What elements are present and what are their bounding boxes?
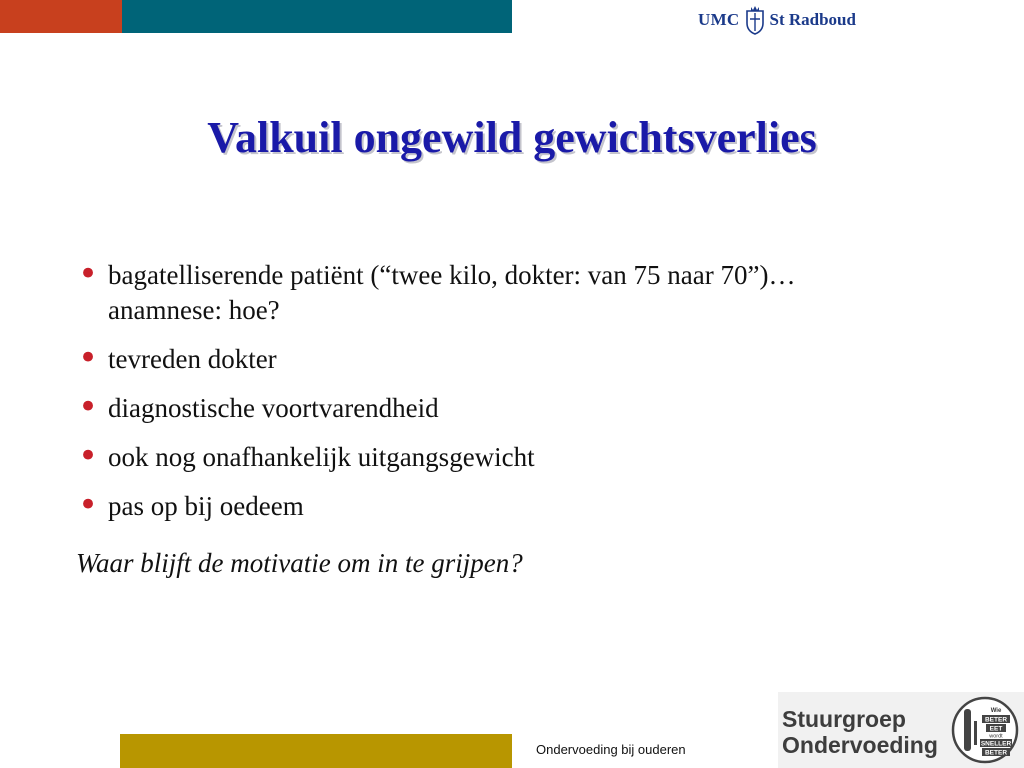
bullet-item <box>74 485 904 525</box>
bullet-dot-icon: • <box>78 254 99 294</box>
bullet-text: tevreden dokter <box>108 344 277 374</box>
bullet-dot-icon: • <box>78 485 99 525</box>
crest-icon <box>744 5 766 35</box>
bullet-text: diagnostische voortvarendheid <box>108 393 439 423</box>
bullet-list <box>74 254 904 538</box>
org-line-1: Stuurgroep <box>782 706 906 732</box>
org-line-2: Ondervoeding <box>782 732 938 758</box>
svg-text:BETER: BETER <box>984 749 1008 757</box>
umc-radboud-logo <box>698 3 856 37</box>
bullet-item <box>74 436 904 476</box>
svg-text:wordt: wordt <box>989 733 1003 740</box>
bullet-text: bagatelliserende patiënt (“twee kilo, dokter: van 75 naar 70”)…anamnese: hoe? <box>108 260 796 325</box>
logo-radboud-text: St Radboud <box>769 10 856 29</box>
bullet-dot-icon: • <box>78 436 99 476</box>
bullet-dot-icon: • <box>78 338 99 378</box>
logo-umc-text: UMC <box>698 10 740 29</box>
footer-bar-gold <box>120 734 512 768</box>
svg-text:BETER: BETER <box>984 716 1008 724</box>
footer-text: Ondervoeding bij ouderen <box>536 742 686 757</box>
bullet-text: pas op bij oedeem <box>108 491 304 521</box>
svg-text:EET: EET <box>989 725 1003 733</box>
beter-eet-badge-icon <box>950 695 1020 765</box>
stuurgroep-name <box>782 706 938 758</box>
bullet-item <box>74 338 904 378</box>
bullet-text: ook nog onafhankelijk uitgangsgewicht <box>108 442 535 472</box>
header-bar-red <box>0 0 122 33</box>
header-bar-teal <box>122 0 512 33</box>
svg-text:SNELLER: SNELLER <box>980 740 1012 748</box>
bullet-item <box>74 387 904 427</box>
svg-text:Wie: Wie <box>990 708 1002 714</box>
stuurgroep-logo <box>778 692 1024 768</box>
bullet-item <box>74 254 904 328</box>
closing-question: Waar blijft de motivatie om in te grijpen? <box>76 548 523 578</box>
bullet-dot-icon: • <box>78 387 99 427</box>
slide-title: Valkuil ongewild gewichtsverlies <box>207 113 817 162</box>
